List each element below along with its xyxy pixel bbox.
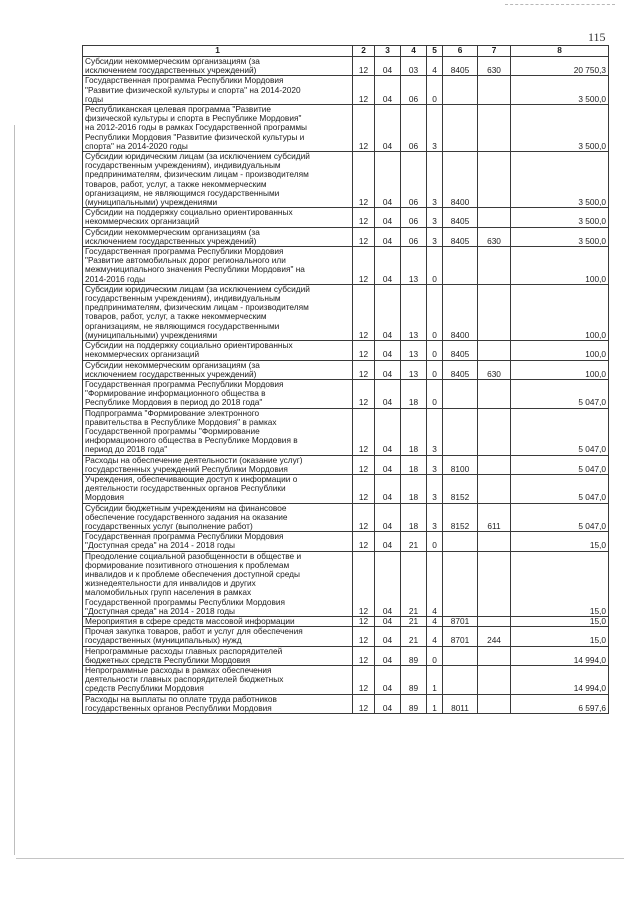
row-direction-cell <box>443 408 478 455</box>
table-header-row <box>83 46 609 57</box>
row-subsection-cell: 04 <box>375 408 401 455</box>
row-direction-cell: 8400 <box>443 152 478 208</box>
row-name-cell: Республиканская целевая программа "Развитие физической культуры и спорта в Республике Мордовия" на 2012-2016 годы в рамках Государственной программы Республики Мордовия "Развитие физической культуры и спорта" на 2014-2020 годы <box>83 105 353 152</box>
row-amount-cell: 5 047,0 <box>511 474 609 503</box>
row-direction-cell: 8405 <box>443 341 478 360</box>
row-name-cell: Подпрограмма "Формирование электронного правительства в Республике Мордовия" в рамках Государственной программы "Формирование информационного общества в Республике Мордовия в период до 2018 года" <box>83 408 353 455</box>
row-amount-cell: 14 994,0 <box>511 666 609 695</box>
row-subsection-cell: 04 <box>375 76 401 105</box>
row-section-cell: 12 <box>353 616 375 626</box>
row-subprogram-cell: 3 <box>427 105 443 152</box>
row-section-cell: 12 <box>353 208 375 227</box>
row-section-cell: 12 <box>353 76 375 105</box>
row-direction-cell: 8405 <box>443 360 478 379</box>
row-program-cell: 89 <box>401 694 427 713</box>
row-amount-cell: 5 047,0 <box>511 408 609 455</box>
row-section-cell: 12 <box>353 284 375 340</box>
row-subprogram-cell: 0 <box>427 284 443 340</box>
row-direction-cell: 8011 <box>443 694 478 713</box>
row-subprogram-cell: 3 <box>427 503 443 532</box>
row-direction-cell <box>443 379 478 408</box>
row-amount-cell: 3 500,0 <box>511 227 609 246</box>
row-amount-cell: 5 047,0 <box>511 379 609 408</box>
table-row <box>83 284 609 340</box>
header-col-5: 5 <box>427 46 443 57</box>
row-direction-cell: 8405 <box>443 208 478 227</box>
row-name-cell: Государственная программа Республики Мордовия "Развитие физической культуры и спорта" на 2014-2020 годы <box>83 76 353 105</box>
row-section-cell: 12 <box>353 105 375 152</box>
row-direction-cell: 8400 <box>443 284 478 340</box>
row-expense-type-cell <box>478 646 511 665</box>
table-row <box>83 341 609 360</box>
row-amount-cell: 20 750,3 <box>511 57 609 76</box>
row-amount-cell: 100,0 <box>511 341 609 360</box>
row-expense-type-cell <box>478 247 511 285</box>
header-col-2: 2 <box>353 46 375 57</box>
row-expense-type-cell <box>478 105 511 152</box>
row-program-cell: 89 <box>401 646 427 665</box>
row-subsection-cell: 04 <box>375 379 401 408</box>
row-subprogram-cell: 3 <box>427 227 443 246</box>
table-row <box>83 408 609 455</box>
row-program-cell: 21 <box>401 551 427 616</box>
row-direction-cell: 8405 <box>443 227 478 246</box>
row-name-cell: Расходы на выплаты по оплате труда работников государственных органов Республики Мордовия <box>83 694 353 713</box>
row-name-cell: Непрограммные расходы в рамках обеспечения деятельности главных распорядителей бюджетных средств Республики Мордовия <box>83 666 353 695</box>
row-subprogram-cell: 0 <box>427 360 443 379</box>
row-expense-type-cell <box>478 152 511 208</box>
budget-table <box>82 45 609 714</box>
row-subprogram-cell: 4 <box>427 57 443 76</box>
row-expense-type-cell <box>478 551 511 616</box>
row-subprogram-cell: 0 <box>427 247 443 285</box>
row-subsection-cell: 04 <box>375 551 401 616</box>
row-amount-cell: 15,0 <box>511 616 609 626</box>
row-subsection-cell: 04 <box>375 503 401 532</box>
row-direction-cell <box>443 551 478 616</box>
row-amount-cell: 6 597,6 <box>511 694 609 713</box>
header-col-7: 7 <box>478 46 511 57</box>
header-col-4: 4 <box>401 46 427 57</box>
row-program-cell: 13 <box>401 341 427 360</box>
row-subsection-cell: 04 <box>375 284 401 340</box>
row-subsection-cell: 04 <box>375 646 401 665</box>
row-expense-type-cell: 630 <box>478 57 511 76</box>
scan-left-edge <box>14 125 15 855</box>
table-row <box>83 532 609 551</box>
row-amount-cell: 15,0 <box>511 532 609 551</box>
row-section-cell: 12 <box>353 152 375 208</box>
row-subsection-cell: 04 <box>375 455 401 474</box>
table-row <box>83 551 609 616</box>
row-direction-cell: 8100 <box>443 455 478 474</box>
row-section-cell: 12 <box>353 627 375 646</box>
table-row <box>83 379 609 408</box>
table-row <box>83 247 609 285</box>
row-name-cell: Прочая закупка товаров, работ и услуг для обеспечения государственных (муниципальных) нужд <box>83 627 353 646</box>
row-program-cell: 06 <box>401 227 427 246</box>
row-subsection-cell: 04 <box>375 227 401 246</box>
row-subsection-cell: 04 <box>375 247 401 285</box>
table-row <box>83 616 609 626</box>
row-amount-cell: 3 500,0 <box>511 152 609 208</box>
row-program-cell: 18 <box>401 503 427 532</box>
row-section-cell: 12 <box>353 503 375 532</box>
row-amount-cell: 100,0 <box>511 247 609 285</box>
row-program-cell: 21 <box>401 616 427 626</box>
row-amount-cell: 100,0 <box>511 360 609 379</box>
row-direction-cell <box>443 247 478 285</box>
table-row <box>83 474 609 503</box>
row-amount-cell: 100,0 <box>511 284 609 340</box>
row-name-cell: Расходы на обеспечение деятельности (оказание услуг) государственных учреждений Республики Мордовия <box>83 455 353 474</box>
row-section-cell: 12 <box>353 474 375 503</box>
row-direction-cell <box>443 532 478 551</box>
top-scan-marks <box>505 4 615 7</box>
row-subsection-cell: 04 <box>375 666 401 695</box>
row-subprogram-cell: 4 <box>427 551 443 616</box>
row-subprogram-cell: 1 <box>427 666 443 695</box>
row-subprogram-cell: 0 <box>427 532 443 551</box>
row-section-cell: 12 <box>353 408 375 455</box>
row-name-cell: Мероприятия в сфере средств массовой информации <box>83 616 353 626</box>
row-subsection-cell: 04 <box>375 208 401 227</box>
row-amount-cell: 3 500,0 <box>511 76 609 105</box>
row-section-cell: 12 <box>353 247 375 285</box>
row-subsection-cell: 04 <box>375 627 401 646</box>
row-name-cell: Субсидии на поддержку социально ориентированных некоммерческих организаций <box>83 341 353 360</box>
row-program-cell: 18 <box>401 379 427 408</box>
row-name-cell: Учреждения, обеспечивающие доступ к информации о деятельности государственных органов Республики Мордовия <box>83 474 353 503</box>
row-amount-cell: 3 500,0 <box>511 105 609 152</box>
row-amount-cell: 5 047,0 <box>511 503 609 532</box>
row-program-cell: 13 <box>401 360 427 379</box>
row-expense-type-cell: 630 <box>478 360 511 379</box>
row-direction-cell: 8405 <box>443 57 478 76</box>
table-row <box>83 105 609 152</box>
row-expense-type-cell <box>478 76 511 105</box>
row-expense-type-cell <box>478 284 511 340</box>
row-amount-cell: 5 047,0 <box>511 455 609 474</box>
row-program-cell: 18 <box>401 474 427 503</box>
row-subprogram-cell: 3 <box>427 208 443 227</box>
row-section-cell: 12 <box>353 694 375 713</box>
row-expense-type-cell <box>478 666 511 695</box>
row-section-cell: 12 <box>353 455 375 474</box>
row-direction-cell: 8701 <box>443 616 478 626</box>
row-section-cell: 12 <box>353 646 375 665</box>
row-expense-type-cell <box>478 341 511 360</box>
row-amount-cell: 15,0 <box>511 627 609 646</box>
row-subsection-cell: 04 <box>375 360 401 379</box>
row-section-cell: 12 <box>353 379 375 408</box>
row-name-cell: Субсидии бюджетным учреждениям на финансовое обеспечение государственного задания на оказание государственных услуг (выполнение работ) <box>83 503 353 532</box>
row-subsection-cell: 04 <box>375 694 401 713</box>
row-subsection-cell: 04 <box>375 532 401 551</box>
table-row <box>83 208 609 227</box>
row-direction-cell <box>443 646 478 665</box>
table-row <box>83 627 609 646</box>
row-name-cell: Субсидии некоммерческим организациям (за исключением государственных учреждений) <box>83 57 353 76</box>
row-expense-type-cell <box>478 694 511 713</box>
row-name-cell: Субсидии юридическим лицам (за исключением субсидий государственным учреждениям), индивидуальным предпринимателям, физическим лицам - производителям товаров, работ, услуг, а также некоммерческим организациям, не являющимся государственными (муниципальными) учреждениями <box>83 152 353 208</box>
row-program-cell: 89 <box>401 666 427 695</box>
row-subsection-cell: 04 <box>375 152 401 208</box>
row-expense-type-cell <box>478 455 511 474</box>
row-program-cell: 18 <box>401 408 427 455</box>
row-expense-type-cell: 630 <box>478 227 511 246</box>
row-name-cell: Субсидии некоммерческим организациям (за исключением государственных учреждений) <box>83 227 353 246</box>
row-subsection-cell: 04 <box>375 341 401 360</box>
row-section-cell: 12 <box>353 341 375 360</box>
row-program-cell: 06 <box>401 208 427 227</box>
row-expense-type-cell <box>478 532 511 551</box>
row-amount-cell: 15,0 <box>511 551 609 616</box>
row-subprogram-cell: 0 <box>427 646 443 665</box>
row-subprogram-cell: 3 <box>427 152 443 208</box>
header-col-6: 6 <box>443 46 478 57</box>
row-section-cell: 12 <box>353 532 375 551</box>
header-col-3: 3 <box>375 46 401 57</box>
row-program-cell: 06 <box>401 76 427 105</box>
row-subsection-cell: 04 <box>375 474 401 503</box>
row-amount-cell: 14 994,0 <box>511 646 609 665</box>
row-direction-cell <box>443 76 478 105</box>
row-section-cell: 12 <box>353 57 375 76</box>
row-expense-type-cell: 244 <box>478 627 511 646</box>
row-subprogram-cell: 1 <box>427 694 443 713</box>
row-name-cell: Непрограммные расходы главных распорядителей бюджетных средств Республики Мордовия <box>83 646 353 665</box>
table-row <box>83 503 609 532</box>
row-direction-cell <box>443 666 478 695</box>
table-row <box>83 57 609 76</box>
table-row <box>83 646 609 665</box>
row-subprogram-cell: 3 <box>427 408 443 455</box>
row-program-cell: 06 <box>401 105 427 152</box>
table-row <box>83 152 609 208</box>
table-row <box>83 666 609 695</box>
row-expense-type-cell: 611 <box>478 503 511 532</box>
row-expense-type-cell <box>478 379 511 408</box>
row-expense-type-cell <box>478 408 511 455</box>
table-row <box>83 76 609 105</box>
row-program-cell: 21 <box>401 532 427 551</box>
row-subsection-cell: 04 <box>375 105 401 152</box>
table-row <box>83 455 609 474</box>
row-subsection-cell: 04 <box>375 616 401 626</box>
row-direction-cell: 8152 <box>443 474 478 503</box>
row-section-cell: 12 <box>353 227 375 246</box>
row-section-cell: 12 <box>353 551 375 616</box>
row-direction-cell <box>443 105 478 152</box>
row-name-cell: Субсидии юридическим лицам (за исключением субсидий государственным учреждениям), индивидуальным предпринимателям, физическим лицам - производителям товаров, работ, услуг, а также некоммерческим организациям, не являющимся государственными (муниципальными) учреждениями <box>83 284 353 340</box>
page-number: 115 <box>588 30 606 44</box>
row-subprogram-cell: 0 <box>427 379 443 408</box>
row-subprogram-cell: 3 <box>427 455 443 474</box>
row-name-cell: Преодоление социальной разобщенности в обществе и формирование позитивного отношения к проблемам инвалидов и к проблеме обеспечения доступной среды жизнедеятельности для инвалидов и других маломобильных групп населения в рамках Государственной программы Республики Мордовия "Доступная среда" на 2014 - 2018 годы <box>83 551 353 616</box>
row-subprogram-cell: 4 <box>427 616 443 626</box>
row-section-cell: 12 <box>353 666 375 695</box>
row-section-cell: 12 <box>353 360 375 379</box>
row-program-cell: 03 <box>401 57 427 76</box>
row-expense-type-cell <box>478 208 511 227</box>
row-amount-cell: 3 500,0 <box>511 208 609 227</box>
row-name-cell: Государственная программа Республики Мордовия "Формирование информационного общества в Республике Мордовия в период до 2018 года" <box>83 379 353 408</box>
table-row <box>83 360 609 379</box>
header-col-8: 8 <box>511 46 609 57</box>
row-name-cell: Государственная программа Республики Мордовия "Доступная среда" на 2014 - 2018 годы <box>83 532 353 551</box>
row-program-cell: 21 <box>401 627 427 646</box>
row-program-cell: 06 <box>401 152 427 208</box>
row-name-cell: Субсидии на поддержку социально ориентированных некоммерческих организаций <box>83 208 353 227</box>
row-subprogram-cell: 3 <box>427 474 443 503</box>
row-program-cell: 13 <box>401 284 427 340</box>
row-name-cell: Субсидии некоммерческим организациям (за исключением государственных учреждений) <box>83 360 353 379</box>
row-subprogram-cell: 0 <box>427 341 443 360</box>
row-direction-cell: 8152 <box>443 503 478 532</box>
header-col-1: 1 <box>83 46 353 57</box>
row-subprogram-cell: 0 <box>427 76 443 105</box>
row-program-cell: 13 <box>401 247 427 285</box>
row-subprogram-cell: 4 <box>427 627 443 646</box>
table-row <box>83 694 609 713</box>
row-direction-cell: 8701 <box>443 627 478 646</box>
table-row <box>83 227 609 246</box>
scan-bottom-edge <box>16 858 624 859</box>
row-name-cell: Государственная программа Республики Мордовия "Развитие автомобильных дорог регионального или межмуниципального значения Республики Мордовия" на 2014-2016 годы <box>83 247 353 285</box>
row-expense-type-cell <box>478 474 511 503</box>
row-program-cell: 18 <box>401 455 427 474</box>
row-expense-type-cell <box>478 616 511 626</box>
row-subsection-cell: 04 <box>375 57 401 76</box>
